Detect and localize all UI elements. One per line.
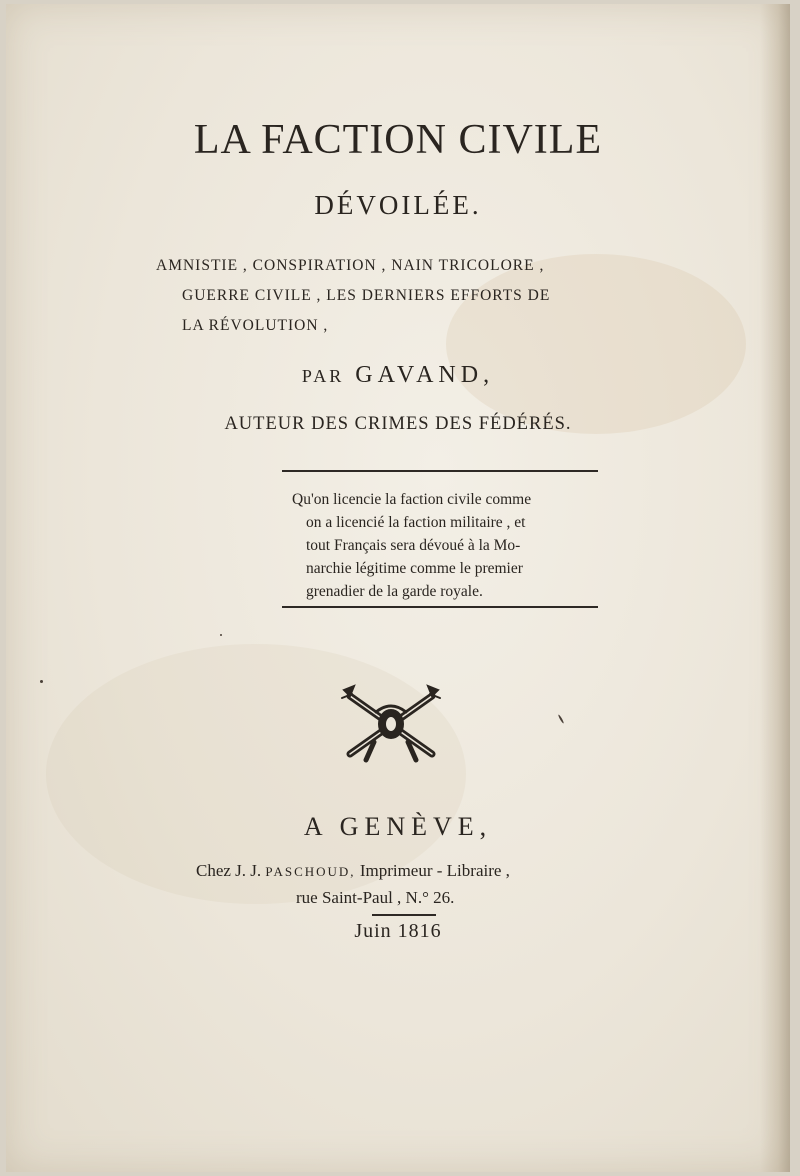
- printer-line: [196, 858, 616, 885]
- epigraph-line: Qu'on licencie la faction civile comme: [292, 491, 532, 508]
- epigraph-line: tout Français sera dévoué à la Mo-: [306, 537, 521, 554]
- book-title: LA FACTION CIVILE: [193, 117, 603, 163]
- printer-prefix: Chez J. J.: [196, 861, 262, 880]
- divider-rule: [282, 470, 598, 472]
- ink-speck: [558, 714, 565, 724]
- book-subtitle: DÉVOILÉE.: [314, 190, 482, 220]
- epigraph-line: narchie légitime comme le premier: [306, 560, 523, 577]
- ink-speck: [220, 634, 222, 636]
- printer-imprint: [196, 858, 616, 911]
- imprint-place: A GENÈVE,: [303, 812, 493, 841]
- printer-name: PASCHOUD,: [265, 864, 356, 879]
- divider-rule: [282, 606, 598, 608]
- title-page: [6, 4, 790, 1172]
- publication-date: Juin 1816: [354, 920, 442, 942]
- topic-line: AMNISTIE , CONSPIRATION , NAIN TRICOLORE ,: [156, 257, 545, 274]
- epigraph: [292, 488, 612, 603]
- author-name: GAVAND,: [355, 362, 495, 388]
- author-credit: AUTEUR DES CRIMES DES FÉDÉRÉS.: [224, 414, 572, 434]
- author-prefix: PAR: [301, 366, 345, 386]
- fasces-ornament-icon: [336, 682, 446, 766]
- topic-line: GUERRE CIVILE , LES DERNIERS EFFORTS DE: [182, 287, 551, 304]
- page-edge: [760, 4, 790, 1172]
- ink-speck: [40, 680, 43, 683]
- epigraph-line: on a licencié la faction militaire , et: [306, 514, 526, 531]
- divider-rule: [372, 914, 436, 916]
- printer-role: Imprimeur - Libraire ,: [359, 861, 510, 880]
- epigraph-line: grenadier de la garde royale.: [306, 583, 483, 600]
- author-line: [6, 362, 790, 389]
- topics-list: [156, 251, 616, 341]
- printer-address: rue Saint-Paul , N.° 26.: [296, 888, 455, 907]
- topic-line: LA RÉVOLUTION ,: [182, 317, 329, 334]
